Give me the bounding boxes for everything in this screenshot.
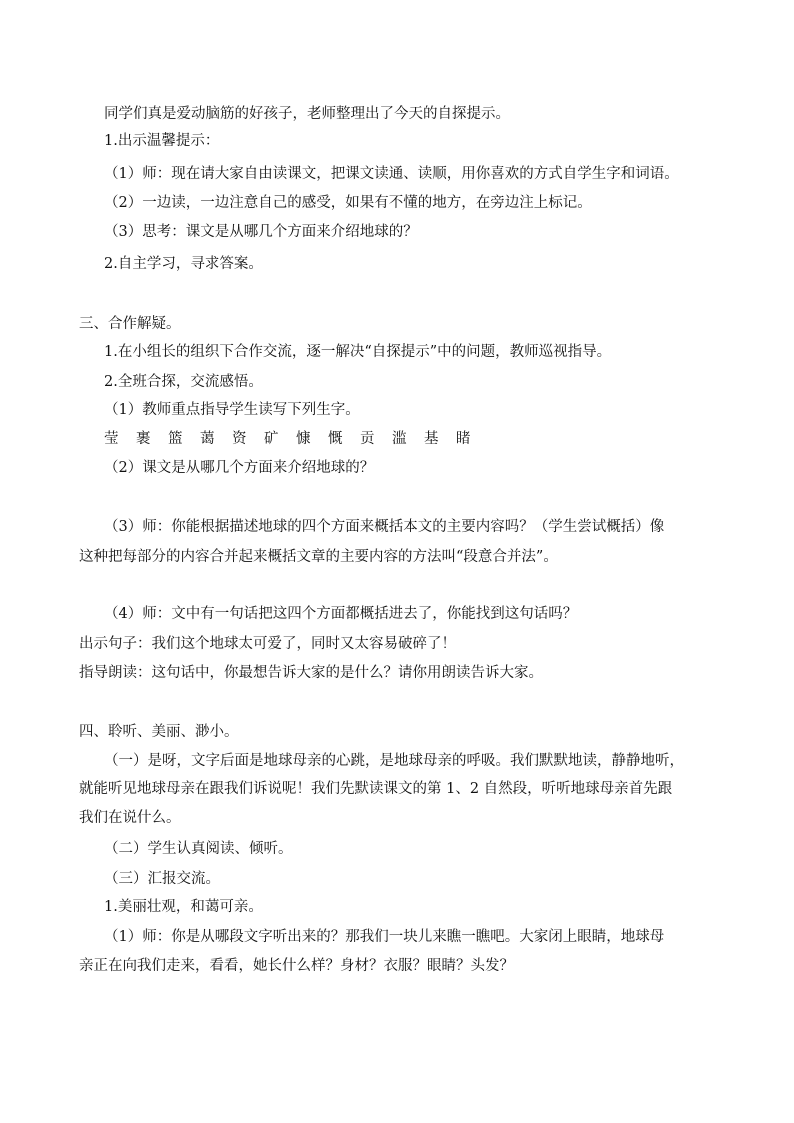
text-line: （4）师：文中有一句话把这四个方面都概括进去了，你能找到这句话吗？ [104, 606, 578, 622]
section-heading: 三、合作解疑。 [79, 316, 181, 332]
character-item: 睹 [456, 431, 471, 447]
text-line: 2.自主学习，寻求答案。 [104, 256, 263, 272]
text-line: （2）一边读，一边注意自己的感受，如果有不懂的地方，在旁边注上标记。 [104, 195, 592, 211]
character-item: 资 [232, 431, 247, 447]
character-list [104, 429, 484, 449]
text-line: （2）课文是从哪几个方面来介绍地球的？ [104, 460, 375, 476]
text-line: 1.美丽壮观，和蔼可亲。 [104, 899, 263, 915]
character-item: 莹 [104, 431, 119, 447]
character-item: 矿 [264, 431, 279, 447]
character-item: 基 [424, 431, 439, 447]
character-item: 贡 [360, 431, 375, 447]
text-line: （1）师：你是从哪段文字听出来的？那我们一块儿来瞧一瞧吧。大家闭上眼睛，地球母 [104, 929, 665, 945]
text-line: （二）学生认真阅读、倾听。 [104, 841, 293, 857]
text-line: （1）师：现在请大家自由读课文，把课文读通、读顺，用你喜欢的方式自学生字和词语。 [104, 166, 679, 182]
character-item: 慷 [296, 431, 311, 447]
character-item: 篮 [168, 431, 183, 447]
text-line: 出示句子：我们这个地球太可爱了，同时又太容易破碎了！ [79, 636, 456, 652]
text-line: 2.全班合探，交流感悟。 [104, 374, 263, 390]
text-line: （3）师：你能根据描述地球的四个方面来概括本文的主要内容吗？（学生尝试概括）像 [104, 519, 665, 535]
text-line: 指导朗读：这句话中，你最想告诉大家的是什么？请你用朗读告诉大家。 [79, 665, 543, 681]
character-item: 滥 [392, 431, 407, 447]
text-line: 1.出示温馨提示： [104, 133, 220, 149]
text-line: （三）汇报交流。 [104, 871, 220, 887]
text-line: 就能听见地球母亲在跟我们诉说呢！我们先默读课文的第 1、2 自然段，听听地球母亲首先跟 [79, 781, 673, 797]
text-line: 同学们真是爱动脑筋的好孩子，老师整理出了今天的自探提示。 [104, 106, 510, 122]
character-item: 裹 [136, 431, 151, 447]
text-line: 亲正在向我们走来，看看，她长什么样？身材？衣服？眼睛？头发？ [79, 958, 514, 974]
text-line: （3）思考：课文是从哪几个方面来介绍地球的？ [104, 224, 418, 240]
text-line: 我们在说什么。 [79, 810, 181, 826]
text-line: （1）教师重点指导学生读写下列生字。 [104, 402, 360, 418]
section-heading: 四、聆听、美丽、渺小。 [79, 724, 239, 740]
character-item: 蔼 [200, 431, 215, 447]
text-line: （一）是呀，文字后面是地球母亲的心跳，是地球母亲的呼吸。我们默默地读，静静地听， [104, 753, 684, 769]
text-line: 这种把每部分的内容合并起来概括文章的主要内容的方法叫“段意合并法”。 [79, 549, 558, 565]
text-line: 1.在小组长的组织下合作交流，逐一解决“自探提示”中的问题，教师巡视指导。 [104, 344, 612, 360]
character-item: 慨 [328, 431, 343, 447]
